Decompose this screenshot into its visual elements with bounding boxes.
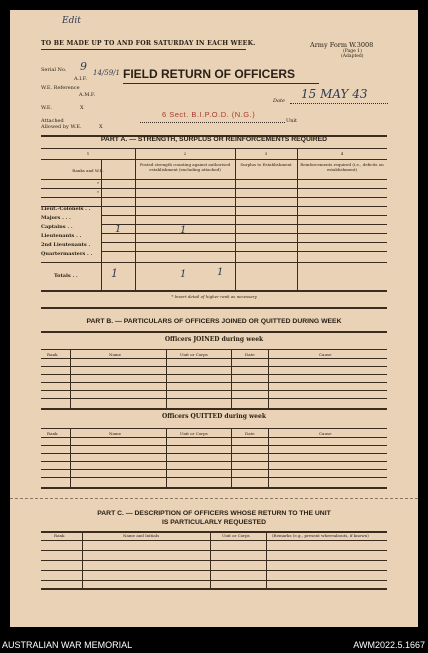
joined-col-cause: Cause <box>319 352 332 357</box>
captains-we-mark: 1 <box>115 224 122 235</box>
rank-captains: Captains . . <box>41 224 73 230</box>
allowed-x-label: X <box>99 124 103 130</box>
totals-surplus-mark: 1 <box>217 267 224 278</box>
form-title: FIELD RETURN OF OFFICERS <box>123 67 295 81</box>
rank-lieutenants: Lieutenants . . <box>41 233 82 239</box>
joined-col-date: Date <box>245 352 255 357</box>
col-number-2: 2 <box>183 151 187 156</box>
quitted-col-name: Name <box>109 431 122 436</box>
col-number-4: 4 <box>340 151 344 156</box>
we-x-label: X <box>80 105 84 111</box>
part-a-title: PART A. — STRENGTH, SURPLUS OR REINFORCEMENTS REQUIRED <box>100 136 328 143</box>
part-c-col-rank: Rank <box>54 533 65 538</box>
col-header-surplus: Surplus to Establishment <box>240 162 292 167</box>
form-page: Edit TO BE MADE UP TO AND FOR SATURDAY IN EACH WEEK. Army Form W.3008 (Page 1) (Adapted) Serial No. 9 A.I.F. 14/59/1 FIELD RETURN OF OFFICERS W.E. Reference A.M.F. W.E. X Attached Allowed by W.E. X 6 Sect. B.I.P.O.D. (N.G.) Unit Date 15 MAY 43 PART A. — STRENGTH, SURPLUS OR REINFORCEMENTS REQUIRED 1 2 3 4 Ranks and W.E. Posted strength counting against authorised establishment (excluding attached) Surplus to Establishment Reinforcements required (i.e., deficits on establishment) * * Lieut.-Colonels . . Majors . . . Captains . . Lieutenants . . 2nd Lieutenants . Quartermasters . . 1 1 Totals . . 1 1 1 * Insert detail of higher rank as necessary PART B. — PARTICULARS OF OFFICERS JOINED OR QUITTED DURING WEEK Officers JOINED during week Rank Name Unit or Corps Date Cause Officers QUITTED during week Rank Name Unit or Corps Date Cause PART C. — DESCRIPTION OF OFFICERS WHOSE RETURN TO THE UNIT IS PARTICULARLY REQUESTED Rank Name and Initials Unit or Corps (Remarks (e.g., present whereabouts, if known) <box>10 10 418 627</box>
quitted-title: Officers QUITTED during week <box>162 413 266 420</box>
joined-title: Officers JOINED during week <box>164 336 264 343</box>
fold-line <box>10 498 418 499</box>
joined-col-name: Name <box>109 352 122 357</box>
form-name: Army Form W.3008 <box>310 41 374 49</box>
quitted-col-date: Date <box>245 431 255 436</box>
part-c-title <box>41 509 387 527</box>
quitted-col-rank: Rank <box>47 431 58 436</box>
captains-posted-mark: 1 <box>180 225 187 236</box>
unit-stamp: 6 Sect. B.I.P.O.D. (N.G.) <box>162 110 256 119</box>
allowed-label: Allowed by W.E. <box>41 124 82 130</box>
part-c-title-line2: IS PARTICULARLY REQUESTED <box>161 519 267 526</box>
joined-col-rank: Rank <box>47 352 58 357</box>
serial-value: 9 <box>80 60 87 73</box>
aif-value: 14/59/1 <box>93 69 120 77</box>
archive-footer <box>0 638 428 653</box>
instruction-text: TO BE MADE UP TO AND FOR SATURDAY IN EACH WEEK. <box>41 40 256 47</box>
joined-col-unit: Unit or Corps <box>180 352 208 357</box>
col-header-posted: Posted strength counting against authorised establishment (excluding attached) <box>139 162 231 172</box>
totals-label: Totals . . <box>54 273 78 279</box>
unit-label: Unit <box>286 118 298 124</box>
we-reference-label: W.E. Reference <box>41 85 80 91</box>
part-a-footnote: * Insert detail of higher rank as necessary <box>171 294 257 299</box>
part-c-col-remarks: (Remarks (e.g., present whereabouts, if known) <box>272 533 369 538</box>
rank-majors: Majors . . . <box>41 215 71 221</box>
col-number-3: 3 <box>264 151 268 156</box>
quitted-col-cause: Cause <box>319 431 332 436</box>
part-b-title: PART B. — PARTICULARS OF OFFICERS JOINED OR QUITTED DURING WEEK <box>86 318 342 325</box>
date-value: 15 MAY 43 <box>301 87 368 101</box>
aif-label: A.I.F. <box>74 76 88 82</box>
form-adapted: (Adapted) <box>341 54 364 59</box>
col-header-ranks: Ranks and W.E. <box>72 168 104 173</box>
part-c-col-unit: Unit or Corps <box>222 533 250 538</box>
col-header-reinforcements: Reinforcements required (i.e., deficits on establishment) <box>300 162 384 172</box>
serial-label: Serial No. <box>41 67 67 73</box>
footer-institution: AUSTRALIAN WAR MEMORIAL <box>2 640 133 650</box>
date-label: Date <box>273 98 285 104</box>
totals-we-mark: 1 <box>111 267 118 280</box>
part-c-title-line1: PART C. — DESCRIPTION OF OFFICERS WHOSE RETURN TO THE UNIT <box>97 510 331 517</box>
we-label: W.E. <box>41 105 53 111</box>
rank-2nd-lieutenants: 2nd Lieutenants . <box>41 242 91 248</box>
form-page: (Page 1) <box>343 49 362 54</box>
totals-posted-mark: 1 <box>180 269 187 280</box>
rank-quartermasters: Quartermasters . . <box>41 251 93 257</box>
attached-label: Attached <box>41 118 64 124</box>
top-handwritten-note: Edit <box>62 16 81 26</box>
rank-list <box>41 205 92 259</box>
col-number-1: 1 <box>86 151 90 156</box>
amf-label: A.M.F. <box>79 92 96 98</box>
footer-accession-number: AWM2022.5.1667 <box>353 640 425 650</box>
part-c-col-name: Name and Initials <box>123 533 160 538</box>
quitted-col-unit: Unit or Corps <box>180 431 208 436</box>
rank-lieut-colonels: Lieut.-Colonels . . <box>41 206 91 212</box>
